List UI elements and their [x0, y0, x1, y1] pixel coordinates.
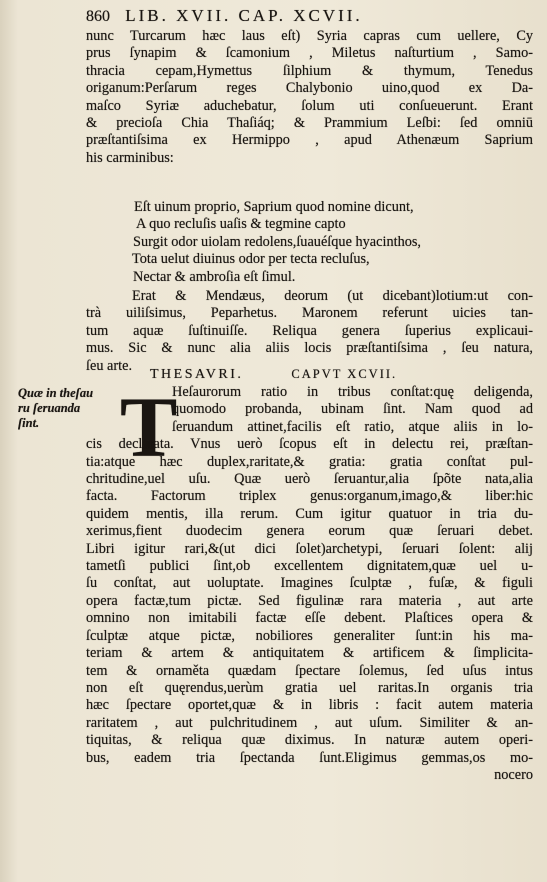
text-line: tametſi publici ſint,ob excellentem dignitatem,quæ uel u-	[86, 558, 533, 575]
text-line: tum aquæ ſuſtinuiſſe. Reliqua genera ſuperius explicaui-	[86, 322, 533, 339]
catchword: nocero	[494, 766, 533, 783]
text-line: Heſaurorum ratio in tribus conſtat:quę deligenda,	[172, 384, 533, 400]
page-number: 860	[86, 8, 110, 25]
text-line: quidem mentis, illa rerum. Cum igitur quatuor in tria du-	[86, 505, 533, 522]
text-line: ſeruandum attinet,facilis eſt ratio, atque aliis in lo-	[172, 418, 533, 435]
text-line: thracia cepam,Hymettus ſilphium & thymum, Tenedus	[86, 62, 533, 79]
text-line: præſtantiſsima ex Hermippo , apud Athenæum Saprium	[86, 132, 533, 149]
upper-paragraph	[86, 28, 533, 167]
text-line: opera factæ,tum pictæ. Sed figulinæ rara materia , aut arte	[86, 592, 533, 609]
running-title: LIB. XVII. CAP. XCVII.	[125, 6, 363, 25]
text-line: xerimus,fient duodecim genera eorum quæ ſeruari debet.	[86, 523, 533, 540]
running-head	[86, 6, 529, 26]
margin-note-line: Quæ in theſau	[18, 386, 94, 400]
verse-line: Surgit odor uiolam redolens,ſuauéſque hyacinthos,	[133, 233, 422, 250]
text-line: maſco Syriæ aduchebatur, ſolum uti conſueuerunt. Erant	[86, 97, 533, 114]
text-line: tia:atque hæc duplex,raritate,& gratia: gratia conſtat pul-	[86, 453, 533, 470]
text-line: bus, eadem tria ſpectanda ſunt.Eligimus gemmas,os mo-	[86, 749, 533, 766]
text-line: prus ſynapim & ſcamonium , Miletus naſturtium , Samo-	[86, 45, 533, 62]
text-line: facta. Factorum triplex genus:organum,imago,& liber:hic	[86, 488, 533, 505]
verse-quotation	[86, 199, 533, 286]
text-line: hæc ſpectare oportet,quæ & in libris : facit autem materia	[86, 697, 533, 714]
section-chapter: CAPVT XCVII.	[291, 367, 398, 381]
section-heading	[150, 367, 530, 383]
text-line: raritatem , aut pulchritudinem , aut uſum. Similiter & an-	[86, 714, 533, 731]
main-paragraph	[86, 379, 533, 784]
text-line: origanum:Perſarum reges Chalybonio uino,quod ex Da-	[86, 80, 533, 97]
verse-line: Nectar & ambroſia eſt ſimul.	[133, 268, 296, 285]
section-title: THESAVRI.	[150, 367, 244, 382]
text-line: non eſt quęrendus,uerùm gratia uel raritas.In organis tria	[86, 679, 533, 696]
text-line: his carminibus:	[86, 149, 174, 166]
text-line: nunc Turcarum hæc laus eſt) Syria capras cum uellere, Cy	[86, 28, 533, 44]
text-line: teriam & artem & antiquitatem & artificem & ſimplicita-	[86, 645, 533, 662]
text-line: ſu conſtat, aut uoluptate. Imagines ſculptæ , fuſæ, & figuli	[86, 575, 533, 592]
text-line: & precioſa Chia Thaſiáq; & Prammium Leſbi: ſed omniū	[86, 115, 533, 132]
drop-cap-initial: T	[120, 379, 178, 475]
verse-line: Tota uelut diuinus odor per tecta recluſus,	[132, 251, 370, 268]
after-verse-paragraph	[86, 288, 533, 375]
margin-note-line: ſint.	[18, 416, 40, 430]
text-line: mus. Sic & nunc alia aliis locis præſtantiſsima , ſeu natura,	[86, 340, 533, 357]
text-line: tem & ornaměta quædam ſpectare ſolemus, ſed uſus intus	[86, 662, 533, 679]
margin-note-line: ru ſeruanda	[18, 401, 81, 415]
verse-line: Eſt uinum proprio, Saprium quod nomine dicunt,	[134, 199, 414, 215]
text-line: ſculptæ atque pictæ, nobiliores generaliter ſunt:in his ma-	[86, 627, 533, 644]
text-line: omnino non imitabili factæ eſſe debent. Plaſtices opera &	[86, 610, 533, 627]
text-line: quomodo probanda, ubinam ſint. Nam quod ad	[172, 401, 533, 418]
text-line: Libri igitur rari,&(ut dici ſolet)archetypi, ſeruari ſolent: alij	[86, 540, 533, 557]
text-line: cis declarata. Vnus uerò ſcopus eſt in delectu rei, præſtan-	[86, 436, 533, 453]
verse-line: A quo recluſis uaſis & tegmine capto	[136, 216, 346, 233]
text-line: tiquitas, & reliqua quæ diximus. In naturæ autem operi-	[86, 732, 533, 749]
text-line: trà uiliſsimus, Peparhetus. Maronem referunt uicies tan-	[86, 305, 533, 322]
text-line: Erat & Mendæus, deorum (ut dicebant)lotium:ut con-	[132, 288, 533, 304]
text-line: chritudine,uel uſu. Quæ uerò ſeruantur,alia ſpõte nata,alia	[86, 471, 533, 488]
text-line: ſeu arte.	[86, 357, 133, 374]
